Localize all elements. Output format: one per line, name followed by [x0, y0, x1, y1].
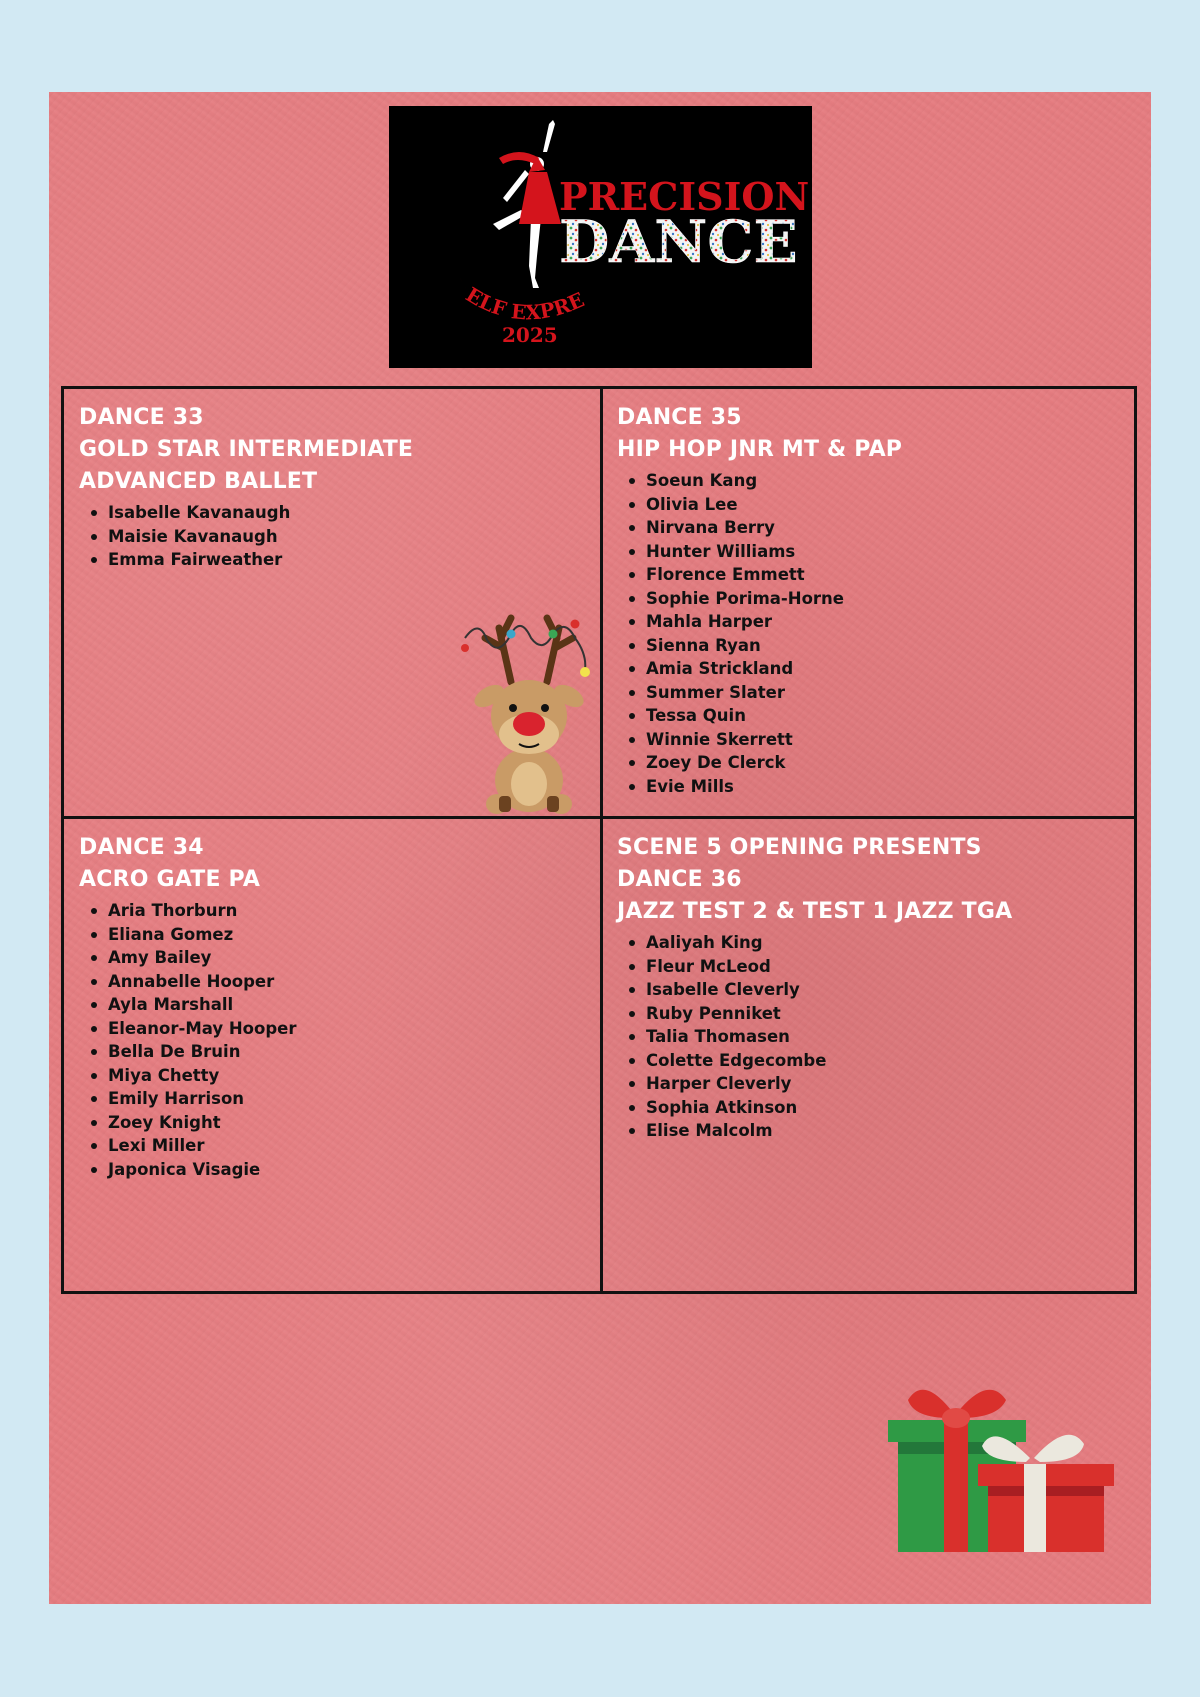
list-item: Sophia Atkinson: [646, 1096, 1012, 1120]
list-item: Soeun Kang: [646, 469, 902, 493]
cell-dance-34: [79, 832, 297, 1181]
list-item: Talia Thomasen: [646, 1025, 1012, 1049]
logo-title-precision: PRECISION: [559, 174, 810, 219]
list-item: Emma Fairweather: [108, 548, 413, 572]
list-item: Emily Harrison: [108, 1087, 297, 1111]
cell-heading: DANCE 36: [617, 867, 742, 892]
logo-year: 2025: [502, 323, 558, 347]
reindeer-icon: [459, 608, 599, 814]
list-item: Evie Mills: [646, 775, 902, 799]
gift-boxes-icon: [884, 1374, 1114, 1554]
list-item: Maisie Kavanaugh: [108, 525, 413, 549]
list-item: Aaliyah King: [646, 931, 1012, 955]
list-item: Isabelle Kavanaugh: [108, 501, 413, 525]
list-item: Miya Chetty: [108, 1064, 297, 1088]
grid-vertical-divider: [600, 389, 603, 1291]
list-item: Fleur McLeod: [646, 955, 1012, 979]
list-item: Harper Cleverly: [646, 1072, 1012, 1096]
list-item: Zoey De Clerck: [646, 751, 902, 775]
list-item: Nirvana Berry: [646, 516, 902, 540]
dancer-list: [617, 931, 1012, 1143]
list-item: Amy Bailey: [108, 946, 297, 970]
cell-heading: JAZZ TEST 2 & TEST 1 JAZZ TGA: [617, 899, 1013, 924]
list-item: Annabelle Hooper: [108, 970, 297, 994]
list-item: Amia Strickland: [646, 657, 902, 681]
list-item: Florence Emmett: [646, 563, 902, 587]
list-item: Colette Edgecombe: [646, 1049, 1012, 1073]
list-item: Isabelle Cleverly: [646, 978, 1012, 1002]
list-item: Hunter Williams: [646, 540, 902, 564]
dancer-list: [79, 501, 413, 572]
list-item: Eliana Gomez: [108, 923, 297, 947]
list-item: Sienna Ryan: [646, 634, 902, 658]
list-item: Japonica Visagie: [108, 1158, 297, 1182]
logo-title-dance: DANCE: [559, 208, 798, 276]
dancer-list: [617, 469, 902, 798]
cell-heading: SCENE 5 OPENING PRESENTS: [617, 835, 982, 860]
list-item: Elise Malcolm: [646, 1119, 1012, 1143]
list-item: Eleanor-May Hooper: [108, 1017, 297, 1041]
list-item: Olivia Lee: [646, 493, 902, 517]
list-item: Mahla Harper: [646, 610, 902, 634]
cell-heading: ACRO GATE PA: [79, 867, 261, 892]
list-item: Tessa Quin: [646, 704, 902, 728]
list-item: Aria Thorburn: [108, 899, 297, 923]
list-item: Ayla Marshall: [108, 993, 297, 1017]
list-item: Sophie Porima-Horne: [646, 587, 902, 611]
list-item: Lexi Miller: [108, 1134, 297, 1158]
cell-heading: HIP HOP JNR MT & PAP: [617, 437, 903, 462]
precision-dance-logo: [389, 106, 812, 368]
grid-horizontal-divider: [64, 816, 1134, 819]
list-item: Zoey Knight: [108, 1111, 297, 1135]
cell-dance-35: [617, 402, 902, 798]
cell-dance-36: [617, 832, 1012, 1143]
list-item: Winnie Skerrett: [646, 728, 902, 752]
cell-heading: DANCE 33: [79, 405, 204, 430]
logo-elf-express: ELF EXPRE: [461, 282, 588, 325]
cell-heading: DANCE 35: [617, 405, 742, 430]
cell-dance-33: [79, 402, 413, 572]
list-item: Bella De Bruin: [108, 1040, 297, 1064]
dancer-list: [79, 899, 297, 1181]
cell-heading: GOLD STAR INTERMEDIATE: [79, 437, 414, 462]
list-item: Ruby Penniket: [646, 1002, 1012, 1026]
list-item: Summer Slater: [646, 681, 902, 705]
cell-heading: DANCE 34: [79, 835, 204, 860]
cell-heading: ADVANCED BALLET: [79, 469, 318, 494]
ballerina-icon: [389, 106, 812, 368]
